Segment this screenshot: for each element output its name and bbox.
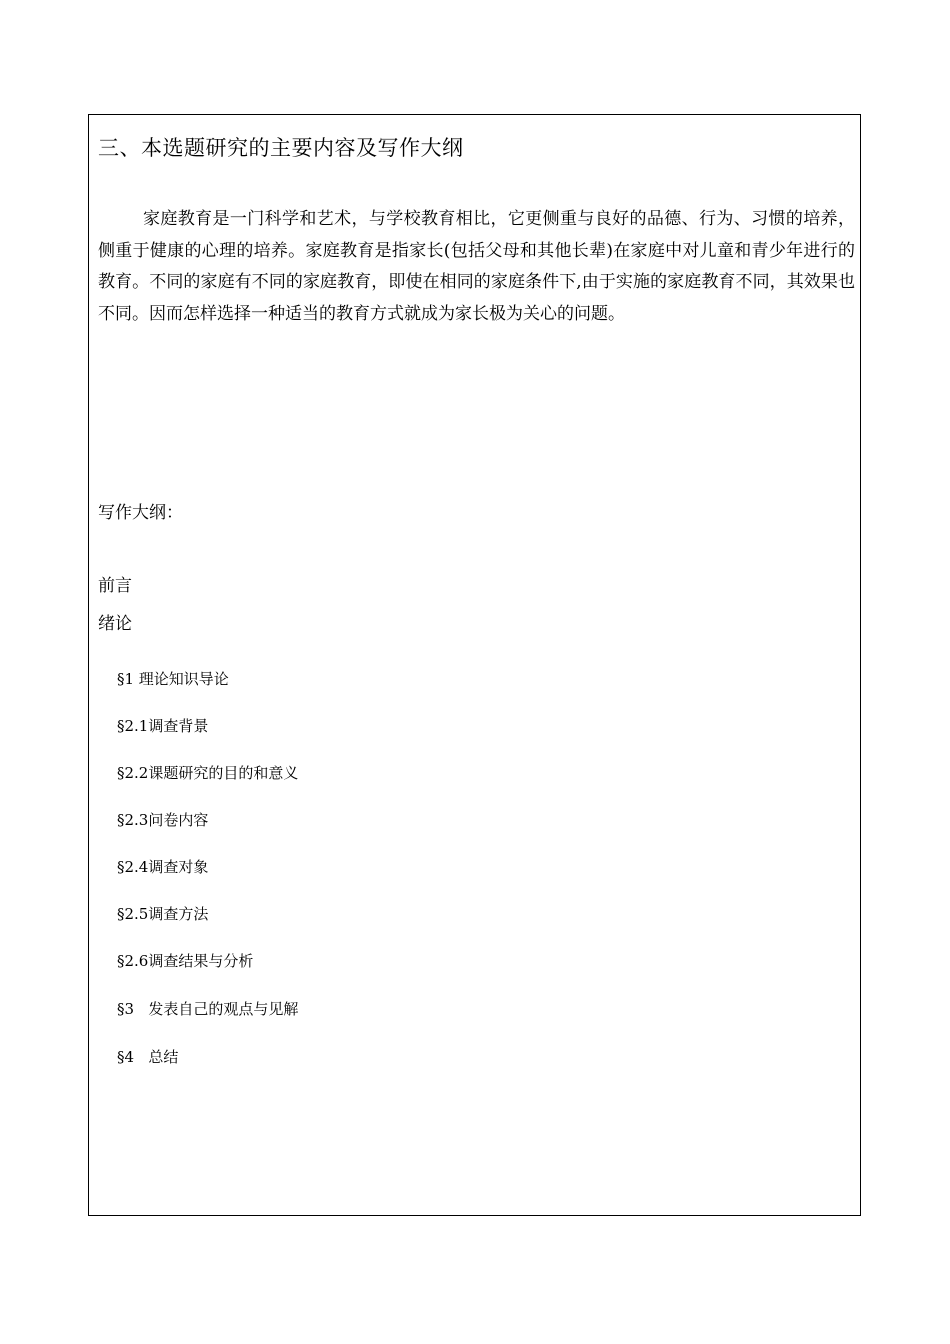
section-title: 三、本选题研究的主要内容及写作大纲: [98, 136, 464, 160]
outline-item-2-3: §2.3问卷内容: [117, 811, 209, 829]
content-frame: [88, 114, 861, 1216]
outline-item-4: §4 总结: [117, 1048, 179, 1066]
outline-intro: 绪论: [98, 614, 132, 634]
outline-preface: 前言: [98, 576, 132, 596]
outline-item-2-1: §2.1调查背景: [117, 717, 209, 735]
outline-item-2-5: §2.5调查方法: [117, 905, 209, 923]
intro-paragraph: 家庭教育是一门科学和艺术，与学校教育相比，它更侧重与良好的品德、行为、习惯的培养，侧重于健康的心理的培养。家庭教育是指家长(包括父母和其他长辈)在家庭中对儿童和青少年进行的教育。不同的家庭有不同的家庭教育，即使在相同的家庭条件下,由于实施的家庭教育不同，其效果也不同。因而怎样选择一种适当的教育方式就成为家长极为关心的问题。: [98, 209, 855, 324]
outline-heading: 写作大纲：: [98, 503, 183, 523]
outline-item-2-2: §2.2课题研究的目的和意义: [117, 764, 299, 782]
outline-item-2-6: §2.6调查结果与分析: [117, 952, 254, 970]
outline-item-2-4: §2.4调查对象: [117, 858, 209, 876]
outline-item-1: §1 理论知识导论: [117, 670, 229, 688]
outline-item-3: §3 发表自己的观点与见解: [117, 1000, 299, 1018]
